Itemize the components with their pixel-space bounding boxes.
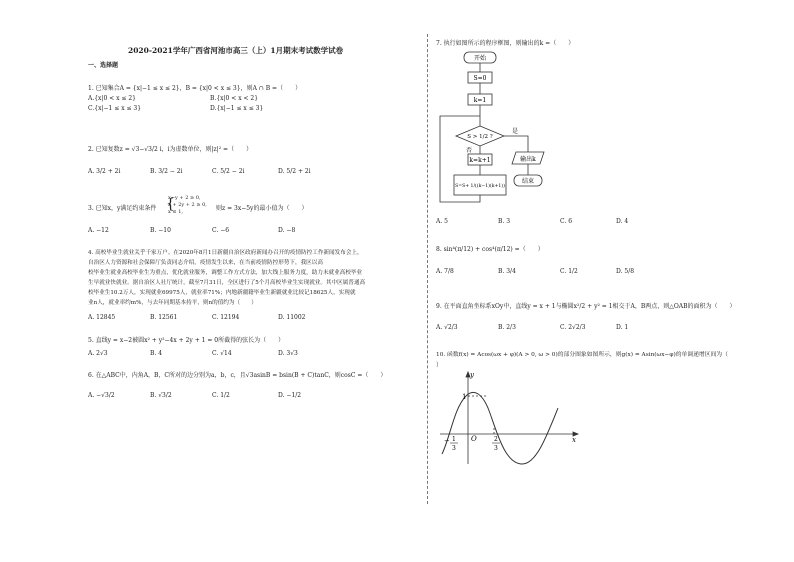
q4-line-5: 校毕业生10.2万人，实现就业69975人，就业率71%；内地新疆籍毕业生新疆就业比较记18625人，实现就: [88, 290, 356, 296]
q3-option-c: C. −6: [212, 227, 230, 234]
q5-option-c: C. √14: [212, 350, 232, 357]
q8-option-a: A. 7/8: [436, 268, 454, 275]
cosine-curve: [442, 392, 558, 464]
q3-option-b: B. −10: [150, 227, 171, 234]
flow-kinc: k=k+1: [469, 157, 491, 164]
q2-option-d: D. 5/2 + 2i: [278, 168, 311, 175]
q4-line-4: 生早就业快就业。据自治区人社厅统计，截至7月31日，全区进行了5个月高校毕业生实现就业。其中区属普通高: [88, 280, 366, 286]
q7-option-a: A. 5: [436, 218, 448, 225]
q9-option-d: D. 1: [616, 324, 629, 331]
q8-stem: 8. sin⁴(π/12) + cos⁴(π/12) =（ ）: [436, 246, 544, 253]
q7-option-d: D. 4: [616, 218, 629, 225]
q1-option-b: B.{x|0 < x < 2}: [210, 95, 259, 102]
q3-cond-1: x−y + 2 ≥ 0,: [168, 195, 201, 201]
q3-option-d: D. −8: [278, 227, 296, 234]
q1-option-d: D.{x|−1 ≤ x ≤ 3}: [210, 105, 264, 112]
flow-condition: S > 1/2 ?: [467, 134, 493, 140]
q6-option-a: A. −√3/2: [88, 392, 115, 399]
q9-option-c: C. 2√2/3: [560, 324, 586, 331]
graph-origin-label: O: [471, 435, 477, 443]
q3-cond-3: x ≤ 1,: [168, 209, 183, 215]
q3-stem-tail: 则z = 3x−5y的最小值为（ ）: [216, 205, 308, 212]
graph-neg-frac-den: 3: [452, 445, 456, 452]
q4-option-a: A. 12845: [88, 314, 116, 321]
graph-pos-frac-num: 2: [494, 436, 498, 443]
q8-option-b: B. 3/4: [498, 268, 516, 275]
exam-title: 2020-2021学年广西省河池市高三（上）1月期末考试数学试卷: [128, 46, 344, 55]
q3-stem: 3. 已知x，y满足约束条件: [88, 205, 157, 212]
q5-stem: 5. 直线y = x−2被圆x² + y²−4x + 2y + 1 = 0所截得的弦长为（ ）: [88, 337, 285, 344]
flow-supdate: S=S+ 1/((k−1)(k+1)): [455, 184, 505, 189]
flow-k1: k=1: [473, 97, 487, 104]
q3-brace: {: [166, 196, 175, 212]
flow-output: 输出k: [520, 156, 536, 163]
q7-flowchart: [436, 48, 566, 218]
q7-option-c: C. 6: [560, 218, 573, 225]
q9-option-a: A. √2/3: [436, 324, 458, 331]
q2-option-a: A. 3/2 + 2i: [88, 168, 121, 175]
q4-option-b: B. 12561: [150, 314, 178, 321]
q7-option-b: B. 3: [498, 218, 511, 225]
q10-stem-end: ）: [436, 362, 443, 369]
q3-cond-2: x + 2y + 2 ≥ 0,: [168, 202, 207, 208]
flow-no-label: 否: [466, 147, 473, 154]
q6-option-b: B. √3/2: [150, 392, 172, 399]
q4-line-1: 4. 高校毕业生就业关乎千家万户。在2020年8月1日新疆自治区政府新闻办召开的疫情防控工作新闻发布会上，: [88, 250, 363, 256]
column-divider: [427, 34, 428, 504]
q8-option-d: D. 5/8: [616, 268, 635, 275]
q4-line-6: 业n人，就业率约m%，与去年同期基本持平，则n的值约为（ ）: [88, 300, 257, 306]
q5-option-a: A. 2√3: [88, 350, 108, 357]
q1-stem: 1. 已知集合A = {x|−1 ≤ x ≤ 2}，B = {x|0 < x ≤ 3}，则A ∩ B =（ ）: [88, 85, 302, 92]
q1-option-c: C.{x|−1 ≤ x ≤ 3}: [88, 105, 142, 112]
graph-y-label: y: [470, 371, 474, 379]
q9-stem: 9. 在平面直角坐标系xOy中，直线y = x + 1与椭圆x²/2 + y² = 1相交于A，B两点，则△OAB的面积为（ ）: [436, 303, 736, 310]
q8-option-c: C. 1/2: [560, 268, 578, 275]
q6-option-d: D. −1/2: [278, 392, 302, 399]
q7-stem: 7. 执行如图所示的程序框图，则输出的k =（ ）: [436, 40, 575, 47]
q6-option-c: C. 1/2: [212, 392, 230, 399]
graph-pos-frac-den: 3: [494, 445, 498, 452]
q4-line-2: 自治区人力资源和社会保障厅负责同志介绍，疫情发生以来，在当前疫情防控形势下，我区以高: [88, 260, 323, 266]
q10-graph: [436, 368, 586, 468]
graph-neg-frac-num: 1: [452, 436, 456, 443]
q1-option-a: A.{x|0 < x ≤ 2}: [88, 95, 136, 102]
q2-stem: 2. 已知复数z = √3−√3/2 i，i为虚数单位，则|z|² =（ ）: [88, 146, 253, 153]
q9-option-b: B. 2/3: [498, 324, 516, 331]
q3-option-a: A. −12: [88, 227, 109, 234]
q2-option-b: B. 3/2 − 2i: [150, 168, 183, 175]
q5-option-d: D. 3√3: [278, 350, 298, 357]
q10-stem: 10. 函数f(x) = Acos(ωx + φ)(A > 0, ω > 0)的部分图象如图所示，则g(x) = Asin(ωx−φ)的单调递增区间为（: [436, 352, 728, 358]
flow-start: 开始: [473, 55, 487, 62]
q2-option-c: C. 5/2 − 2i: [212, 168, 245, 175]
flow-s0: S=0: [473, 75, 487, 82]
graph-x-label: x: [572, 436, 576, 444]
q6-stem: 6. 在△ABC中，内角A，B，C所对的边分别为a，b，c，且√3asinB = bsin(B + C)tanC，则cosC =（ ）: [88, 372, 387, 379]
q4-option-c: C. 12194: [212, 314, 240, 321]
flow-yes-label: 是: [512, 128, 519, 135]
section-heading: 一、选择题: [88, 62, 119, 69]
flow-end: 结束: [521, 178, 535, 185]
graph-one-label: 1: [462, 393, 467, 401]
graph-neg-sign: −: [444, 437, 450, 445]
q5-option-b: B. 4: [150, 350, 163, 357]
q4-line-3: 校毕业生就业高校毕业生为重点，优化就业服务，调整工作方式方法，加大线上服务力度，助力未就业高校毕业: [88, 270, 363, 276]
q4-option-d: D. 11002: [278, 314, 306, 321]
